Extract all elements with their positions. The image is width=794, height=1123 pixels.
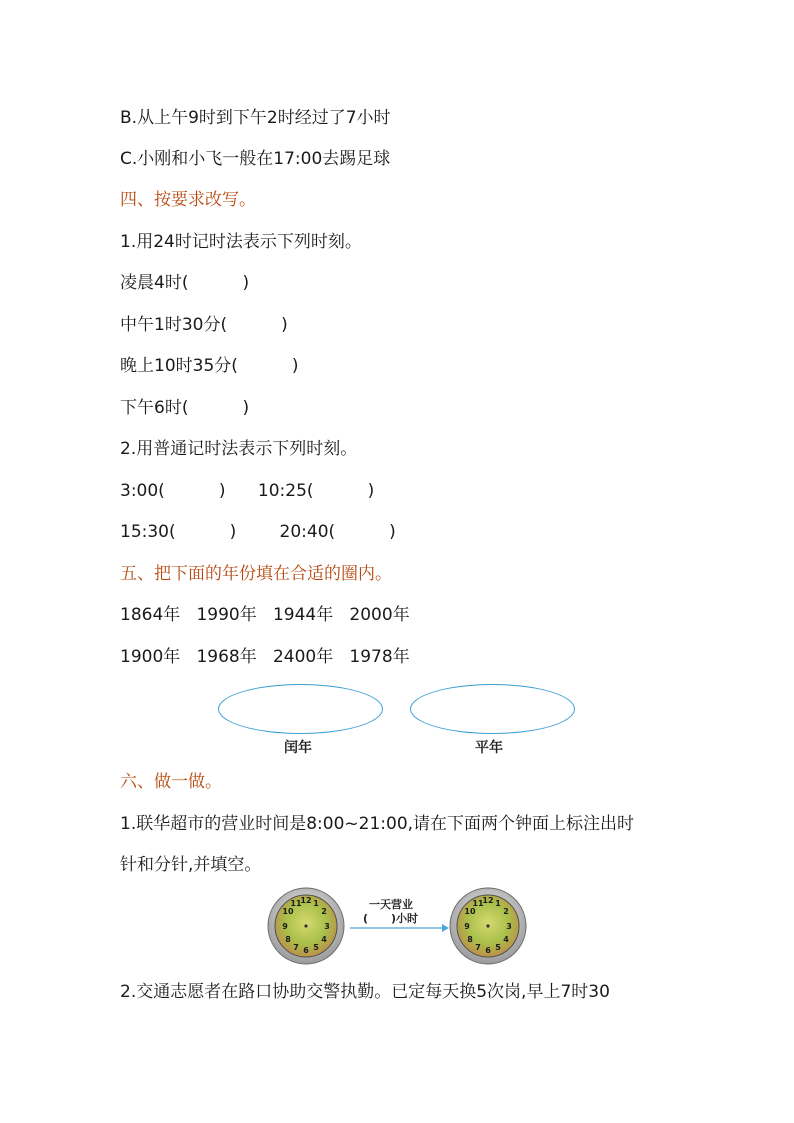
- question-4-1-a: 凌晨4时( ): [120, 273, 250, 293]
- years-row-2: 1900年 1968年 2400年 1978年: [120, 647, 410, 667]
- years-row-1: 1864年 1990年 1944年 2000年: [120, 605, 410, 625]
- section-4-heading: 四、按要求改写。: [120, 190, 256, 210]
- option-c: C.小刚和小飞一般在17:00去踢足球: [120, 149, 391, 169]
- svg-text:4: 4: [321, 935, 327, 944]
- svg-text:11: 11: [472, 899, 484, 908]
- leap-year-ellipse: [218, 684, 383, 734]
- question-6-1-line1: 1.联华超市的营业时间是8:00~21:00,请在下面两个钟面上标注出时: [120, 814, 635, 834]
- common-year-label: 平年: [475, 740, 503, 756]
- arrow-top-label: 一天营业: [369, 898, 413, 911]
- svg-text:12: 12: [482, 896, 494, 905]
- svg-text:9: 9: [464, 922, 470, 931]
- svg-text:5: 5: [495, 943, 501, 952]
- svg-text:1: 1: [495, 899, 501, 908]
- svg-text:1: 1: [313, 899, 319, 908]
- clock-face-left: [267, 887, 345, 965]
- clock-face-right: [449, 887, 527, 965]
- question-6-1-line2: 针和分针,并填空。: [120, 855, 262, 875]
- svg-text:11: 11: [290, 899, 302, 908]
- svg-text:7: 7: [475, 943, 481, 952]
- svg-text:4: 4: [503, 935, 509, 944]
- svg-text:10: 10: [282, 907, 294, 916]
- question-4-2-row1: 3:00( ) 10:25( ): [120, 481, 375, 501]
- section-6-heading: 六、做一做。: [120, 772, 222, 792]
- svg-text:2: 2: [503, 907, 509, 916]
- svg-text:3: 3: [506, 922, 512, 931]
- question-4-1-b: 中午1时30分( ): [120, 315, 288, 335]
- question-4-1-d: 下午6时( ): [120, 398, 250, 418]
- question-4-1: 1.用24时记时法表示下列时刻。: [120, 232, 362, 252]
- svg-text:3: 3: [324, 922, 330, 931]
- svg-text:12: 12: [300, 896, 312, 905]
- common-year-ellipse: [410, 684, 575, 734]
- svg-text:5: 5: [313, 943, 319, 952]
- svg-text:8: 8: [467, 935, 473, 944]
- question-4-2: 2.用普通记时法表示下列时刻。: [120, 439, 358, 459]
- svg-text:2: 2: [321, 907, 327, 916]
- option-b: B.从上午9时到下午2时经过了7小时: [120, 108, 391, 128]
- question-4-1-c: 晚上10时35分( ): [120, 356, 299, 376]
- svg-text:10: 10: [464, 907, 476, 916]
- question-6-2: 2.交通志愿者在路口协助交警执勤。已定每天换5次岗,早上7时30: [120, 982, 610, 1002]
- section-5-heading: 五、把下面的年份填在合适的圈内。: [120, 564, 392, 584]
- svg-text:7: 7: [293, 943, 299, 952]
- svg-text:9: 9: [282, 922, 288, 931]
- svg-text:6: 6: [485, 946, 491, 955]
- arrow-bottom-label: ( )小时: [363, 912, 419, 925]
- svg-text:8: 8: [285, 935, 291, 944]
- svg-text:6: 6: [303, 946, 309, 955]
- question-4-2-row2: 15:30( ) 20:40( ): [120, 522, 396, 542]
- leap-year-label: 闰年: [284, 740, 312, 756]
